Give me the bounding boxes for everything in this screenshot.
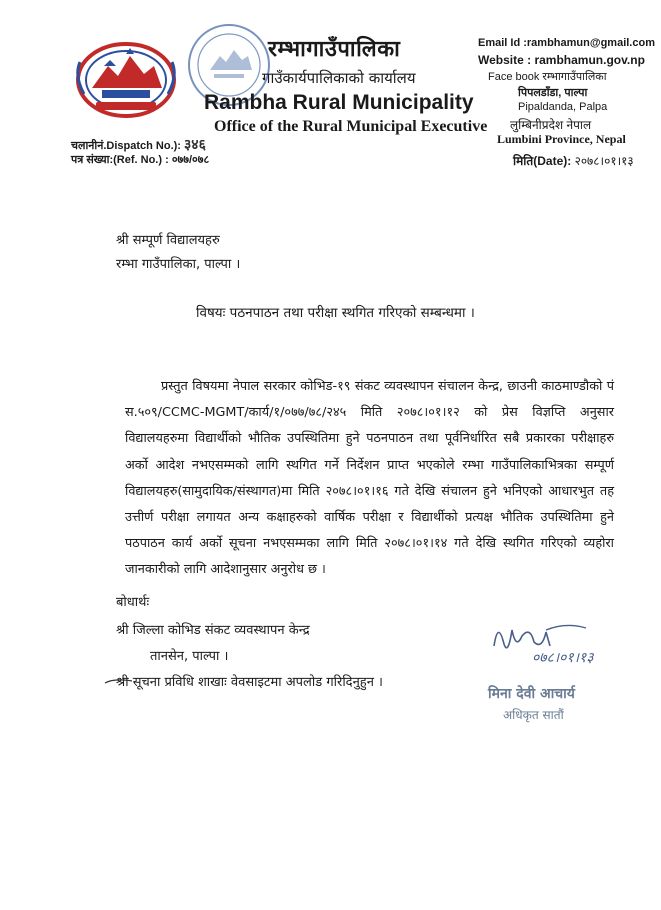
reference-value: ०७७/०७८ bbox=[171, 154, 210, 166]
address-np: पिपलडाँडा, पाल्पा bbox=[518, 87, 588, 99]
letter-body-text: प्रस्तुत विषयमा नेपाल सरकार कोभिड-१९ संकट व्यवस्थापन संचालन केन्द्र, छाउनी काठमाण्डौको पं स.५०९/CCMC-MGMT/कार्य/१/०७७/७८/२४५ मिति २०७८।०१।१२ को प्रेस विज्ञप्ति अनुसार विद्यालयहरुमा विद्यार्थीको भौतिक उपस्थितिमा हुने पठनपाठन तथा पूर्वनिर्धारित सबै प्रकारका परीक्षाहरु अर्को आदेश नभएसम्मको लागि स्थगित गर्ने निर्देशन प्राप्त भएकोले रम्भा गाउँपालिकाभित्रका सम्पूर्ण विद्यालयहरु(सामुदायिक/संस्थागत)मा मिति २०७८।०१।१६ गते देखि संचालन हुने भनिएको आधारभुत तह उत्तीर्ण परीक्षा लगायत अन्य कक्षाहरुको वार्षिक परीक्षा र विद्यार्थीको प्रत्यक्ष भौतिक उपस्थितिमा हुने पठपाठन कार्य अर्को सूचना नभएसम्मका लागि मिति २०७८।०१।१४ गते देखि स्थगित गरिएको व्यहोरा जानकारीको लागि आदेशानुसार अनुरोध छ । bbox=[125, 379, 614, 578]
reference-number bbox=[71, 152, 209, 167]
province-np: लुम्बिनीप्रदेश नेपाल bbox=[510, 118, 592, 132]
dispatch-value: ३४६ bbox=[184, 137, 206, 153]
letter-body bbox=[125, 374, 614, 584]
recipient-line-2: रम्भा गाउँपालिका, पाल्पा । bbox=[116, 257, 241, 272]
subject-line: विषयः पठनपाठन तथा परीक्षा स्थगित गरिएको सम्बन्धमा । bbox=[196, 305, 475, 321]
province-en: Lumbini Province, Nepal bbox=[497, 132, 626, 146]
recipient-line-1: श्री सम्पूर्ण विद्यालयहरु bbox=[116, 233, 220, 248]
cc-line-1: श्री जिल्ला कोभिड संकट व्यवस्थापन केन्द्र bbox=[116, 623, 310, 638]
office-name-en: Office of the Rural Municipal Executive bbox=[214, 118, 488, 135]
signatory-title: अधिकृत सातौं bbox=[503, 708, 564, 722]
municipality-name-np: रम्भागाउँपालिका bbox=[268, 36, 401, 62]
cc-label: बोधार्थः bbox=[116, 595, 150, 610]
letter-date bbox=[513, 152, 634, 169]
dispatch-label: चलानीनं.Dispatch No.): bbox=[71, 140, 181, 152]
cc-line-3: श्री सूचना प्रविधि शाखाः वेवसाइटमा अपलोड गरिदिनुहुन । bbox=[116, 675, 383, 690]
signature-date: ०७८।०१।१३ bbox=[532, 650, 594, 666]
nepal-emblem-icon bbox=[74, 36, 178, 118]
pen-mark-icon bbox=[104, 676, 134, 686]
address-en: Pipaldanda, Palpa bbox=[518, 101, 608, 113]
municipality-name-en: Rambha Rural Municipality bbox=[204, 91, 474, 114]
date-label: मिति(Date): bbox=[513, 154, 572, 168]
cc-line-2: तानसेन, पाल्पा । bbox=[150, 649, 229, 664]
website-address: Website : rambhamun.gov.np bbox=[478, 53, 645, 67]
facebook-page: Face book रम्भागाउँपालिका bbox=[488, 71, 607, 83]
signatory-name: मिना देवी आचार्य bbox=[488, 686, 575, 702]
date-value: २०७८।०१।१३ bbox=[574, 154, 634, 168]
office-name-np: गाउँकार्यपालिकाको कार्यालय bbox=[262, 69, 416, 87]
signature-icon bbox=[486, 616, 616, 678]
email-address: Email Id :rambhamun@gmail.com bbox=[478, 37, 655, 49]
reference-label: पत्र संख्या:(Ref. No.) : bbox=[71, 154, 169, 166]
